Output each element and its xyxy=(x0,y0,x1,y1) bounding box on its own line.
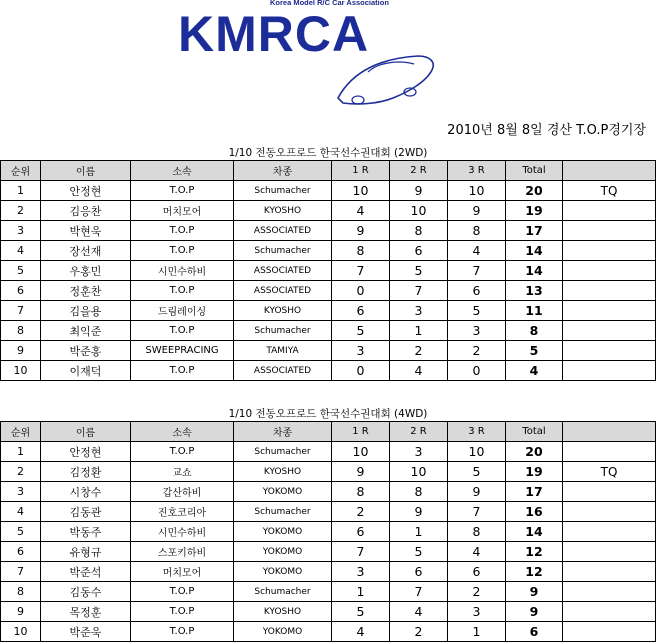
round2-cell: 5 xyxy=(390,261,448,281)
total-cell: 17 xyxy=(506,482,563,502)
total-cell: 5 xyxy=(506,341,563,361)
round3-cell: 8 xyxy=(448,221,506,241)
table-row xyxy=(1,562,656,582)
team-cell: T.O.P xyxy=(131,281,234,301)
rank-cell: 5 xyxy=(1,261,41,281)
table-row xyxy=(1,582,656,602)
round1-cell: 9 xyxy=(332,221,390,241)
column-header: 이름 xyxy=(41,422,131,442)
table-row xyxy=(1,341,656,361)
rank-cell: 3 xyxy=(1,482,41,502)
total-cell: 14 xyxy=(506,522,563,542)
rank-cell: 1 xyxy=(1,181,41,201)
name-cell: 박준석 xyxy=(41,562,131,582)
car-cell: Schumacher xyxy=(234,241,332,261)
table-row xyxy=(1,281,656,301)
kmrca-logo xyxy=(178,0,448,115)
column-header xyxy=(563,161,656,181)
round3-cell: 7 xyxy=(448,261,506,281)
team-cell: 드림레이싱 xyxy=(131,301,234,321)
table-row xyxy=(1,462,656,482)
column-header: 3 R xyxy=(448,422,506,442)
total-cell: 17 xyxy=(506,221,563,241)
rank-cell: 1 xyxy=(1,442,41,462)
logo-wordmark: KMRCA xyxy=(178,6,370,62)
column-header: 2 R xyxy=(390,161,448,181)
round3-cell: 6 xyxy=(448,562,506,582)
car-cell: KYOSHO xyxy=(234,602,332,622)
name-cell: 정훈찬 xyxy=(41,281,131,301)
round2-cell: 6 xyxy=(390,562,448,582)
round1-cell: 6 xyxy=(332,522,390,542)
column-header: Total xyxy=(506,422,563,442)
name-cell: 안정현 xyxy=(41,181,131,201)
table-row xyxy=(1,201,656,221)
note-cell xyxy=(563,241,656,261)
rank-cell: 2 xyxy=(1,462,41,482)
round3-cell: 2 xyxy=(448,582,506,602)
round2-cell: 7 xyxy=(390,281,448,301)
round2-cell: 10 xyxy=(390,462,448,482)
total-cell: 19 xyxy=(506,462,563,482)
note-cell: TQ xyxy=(563,462,656,482)
results-table-4wd xyxy=(0,421,656,642)
note-cell xyxy=(563,582,656,602)
car-cell: ASSOCIATED xyxy=(234,361,332,381)
round3-cell: 10 xyxy=(448,442,506,462)
column-header: 이름 xyxy=(41,161,131,181)
round3-cell: 3 xyxy=(448,321,506,341)
note-cell xyxy=(563,562,656,582)
total-cell: 20 xyxy=(506,442,563,462)
column-header: 3 R xyxy=(448,161,506,181)
round1-cell: 10 xyxy=(332,181,390,201)
note-cell xyxy=(563,261,656,281)
total-cell: 14 xyxy=(506,241,563,261)
car-cell: Schumacher xyxy=(234,582,332,602)
total-cell: 19 xyxy=(506,201,563,221)
column-header: 1 R xyxy=(332,161,390,181)
round1-cell: 7 xyxy=(332,261,390,281)
rc-car-icon xyxy=(178,0,448,115)
rank-cell: 4 xyxy=(1,502,41,522)
column-header: 차종 xyxy=(234,422,332,442)
round2-cell: 3 xyxy=(390,442,448,462)
car-cell: KYOSHO xyxy=(234,301,332,321)
round1-cell: 2 xyxy=(332,502,390,522)
team-cell: 갑산하비 xyxy=(131,482,234,502)
round1-cell: 10 xyxy=(332,442,390,462)
round3-cell: 4 xyxy=(448,542,506,562)
name-cell: 박준홍 xyxy=(41,341,131,361)
round1-cell: 6 xyxy=(332,301,390,321)
round2-cell: 10 xyxy=(390,201,448,221)
car-cell: Schumacher xyxy=(234,442,332,462)
round2-cell: 9 xyxy=(390,502,448,522)
note-cell xyxy=(563,542,656,562)
car-cell: ASSOCIATED xyxy=(234,281,332,301)
table-row xyxy=(1,321,656,341)
round2-cell: 1 xyxy=(390,522,448,542)
team-cell: T.O.P xyxy=(131,221,234,241)
note-cell xyxy=(563,341,656,361)
table-row xyxy=(1,301,656,321)
total-cell: 9 xyxy=(506,602,563,622)
note-cell xyxy=(563,502,656,522)
table-row xyxy=(1,542,656,562)
name-cell: 안정현 xyxy=(41,442,131,462)
rank-cell: 2 xyxy=(1,201,41,221)
table-row xyxy=(1,181,656,201)
total-cell: 4 xyxy=(506,361,563,381)
team-cell: T.O.P xyxy=(131,582,234,602)
name-cell: 김정환 xyxy=(41,462,131,482)
rank-cell: 9 xyxy=(1,341,41,361)
table-header-row xyxy=(1,422,656,442)
name-cell: 박현욱 xyxy=(41,221,131,241)
team-cell: T.O.P xyxy=(131,602,234,622)
round2-cell: 2 xyxy=(390,622,448,642)
column-header: 순위 xyxy=(1,422,41,442)
total-cell: 6 xyxy=(506,622,563,642)
team-cell: 시민수하비 xyxy=(131,261,234,281)
total-cell: 16 xyxy=(506,502,563,522)
rank-cell: 10 xyxy=(1,361,41,381)
column-header: 차종 xyxy=(234,161,332,181)
team-cell: 진호코리아 xyxy=(131,502,234,522)
name-cell: 박준욱 xyxy=(41,622,131,642)
total-cell: 8 xyxy=(506,321,563,341)
round3-cell: 3 xyxy=(448,602,506,622)
name-cell: 이재덕 xyxy=(41,361,131,381)
table-header-row xyxy=(1,161,656,181)
round1-cell: 3 xyxy=(332,562,390,582)
round1-cell: 0 xyxy=(332,281,390,301)
total-cell: 11 xyxy=(506,301,563,321)
round2-cell: 1 xyxy=(390,321,448,341)
name-cell: 장선재 xyxy=(41,241,131,261)
team-cell: T.O.P xyxy=(131,361,234,381)
name-cell: 박동주 xyxy=(41,522,131,542)
rank-cell: 7 xyxy=(1,301,41,321)
name-cell: 우홍민 xyxy=(41,261,131,281)
round2-cell: 4 xyxy=(390,361,448,381)
rank-cell: 10 xyxy=(1,622,41,642)
team-cell: 머치모어 xyxy=(131,562,234,582)
note-cell xyxy=(563,602,656,622)
round1-cell: 5 xyxy=(332,602,390,622)
round3-cell: 8 xyxy=(448,522,506,542)
column-header: Total xyxy=(506,161,563,181)
total-cell: 13 xyxy=(506,281,563,301)
column-header: 순위 xyxy=(1,161,41,181)
event-date-venue: 2010년 8월 8일 경산 T.O.P경기장 xyxy=(447,123,646,138)
round3-cell: 7 xyxy=(448,502,506,522)
table-caption-4wd: 1/10 전동오프로드 한국선수권대회 (4WD) xyxy=(228,408,428,420)
table-row xyxy=(1,221,656,241)
team-cell: SWEEPRACING xyxy=(131,341,234,361)
rank-cell: 9 xyxy=(1,602,41,622)
total-cell: 14 xyxy=(506,261,563,281)
name-cell: 유형규 xyxy=(41,542,131,562)
car-cell: YOKOMO xyxy=(234,562,332,582)
round3-cell: 9 xyxy=(448,482,506,502)
table-row xyxy=(1,602,656,622)
column-header: 1 R xyxy=(332,422,390,442)
round3-cell: 9 xyxy=(448,201,506,221)
team-cell: T.O.P xyxy=(131,181,234,201)
round3-cell: 6 xyxy=(448,281,506,301)
note-cell xyxy=(563,622,656,642)
round1-cell: 0 xyxy=(332,361,390,381)
car-cell: TAMIYA xyxy=(234,341,332,361)
car-cell: Schumacher xyxy=(234,321,332,341)
team-cell: 시민수하비 xyxy=(131,522,234,542)
note-cell xyxy=(563,281,656,301)
round3-cell: 4 xyxy=(448,241,506,261)
name-cell: 목정훈 xyxy=(41,602,131,622)
car-cell: KYOSHO xyxy=(234,201,332,221)
round2-cell: 4 xyxy=(390,602,448,622)
note-cell xyxy=(563,522,656,542)
name-cell: 김동수 xyxy=(41,582,131,602)
note-cell xyxy=(563,482,656,502)
car-cell: ASSOCIATED xyxy=(234,221,332,241)
rank-cell: 8 xyxy=(1,321,41,341)
round1-cell: 8 xyxy=(332,482,390,502)
name-cell: 김응찬 xyxy=(41,201,131,221)
table-row xyxy=(1,482,656,502)
rank-cell: 5 xyxy=(1,522,41,542)
round1-cell: 4 xyxy=(332,622,390,642)
team-cell: 교쇼 xyxy=(131,462,234,482)
name-cell: 시창수 xyxy=(41,482,131,502)
note-cell xyxy=(563,361,656,381)
car-cell: KYOSHO xyxy=(234,462,332,482)
round1-cell: 9 xyxy=(332,462,390,482)
rank-cell: 6 xyxy=(1,281,41,301)
total-cell: 9 xyxy=(506,582,563,602)
car-cell: ASSOCIATED xyxy=(234,261,332,281)
table-caption-2wd: 1/10 전동오프로드 한국선수권대회 (2WD) xyxy=(228,147,428,159)
column-header: 소속 xyxy=(131,422,234,442)
table-row xyxy=(1,522,656,542)
round1-cell: 8 xyxy=(332,241,390,261)
car-cell: YOKOMO xyxy=(234,522,332,542)
round2-cell: 7 xyxy=(390,582,448,602)
total-cell: 12 xyxy=(506,562,563,582)
car-cell: YOKOMO xyxy=(234,622,332,642)
column-header xyxy=(563,422,656,442)
team-cell: 스포키하비 xyxy=(131,542,234,562)
round1-cell: 4 xyxy=(332,201,390,221)
note-cell xyxy=(563,442,656,462)
round2-cell: 9 xyxy=(390,181,448,201)
round1-cell: 3 xyxy=(332,341,390,361)
note-cell xyxy=(563,201,656,221)
note-cell xyxy=(563,321,656,341)
team-cell: T.O.P xyxy=(131,241,234,261)
round1-cell: 5 xyxy=(332,321,390,341)
round3-cell: 1 xyxy=(448,622,506,642)
round1-cell: 7 xyxy=(332,542,390,562)
round3-cell: 10 xyxy=(448,181,506,201)
logo-tagline: Korea Model R/C Car Association xyxy=(270,0,389,7)
note-cell xyxy=(563,301,656,321)
round2-cell: 2 xyxy=(390,341,448,361)
team-cell: T.O.P xyxy=(131,321,234,341)
rank-cell: 6 xyxy=(1,542,41,562)
round2-cell: 8 xyxy=(390,482,448,502)
table-row xyxy=(1,622,656,642)
table-row xyxy=(1,241,656,261)
column-header: 소속 xyxy=(131,161,234,181)
car-cell: YOKOMO xyxy=(234,542,332,562)
table-row xyxy=(1,442,656,462)
rank-cell: 8 xyxy=(1,582,41,602)
rank-cell: 4 xyxy=(1,241,41,261)
round3-cell: 0 xyxy=(448,361,506,381)
car-cell: Schumacher xyxy=(234,181,332,201)
name-cell: 김을용 xyxy=(41,301,131,321)
round3-cell: 2 xyxy=(448,341,506,361)
table-row xyxy=(1,361,656,381)
results-table-2wd xyxy=(0,160,656,381)
round2-cell: 5 xyxy=(390,542,448,562)
total-cell: 12 xyxy=(506,542,563,562)
round2-cell: 6 xyxy=(390,241,448,261)
car-cell: YOKOMO xyxy=(234,482,332,502)
total-cell: 20 xyxy=(506,181,563,201)
note-cell: TQ xyxy=(563,181,656,201)
table-row xyxy=(1,502,656,522)
table-row xyxy=(1,261,656,281)
team-cell: T.O.P xyxy=(131,622,234,642)
car-cell: Schumacher xyxy=(234,502,332,522)
column-header: 2 R xyxy=(390,422,448,442)
rank-cell: 7 xyxy=(1,562,41,582)
round2-cell: 3 xyxy=(390,301,448,321)
team-cell: 머치모어 xyxy=(131,201,234,221)
note-cell xyxy=(563,221,656,241)
rank-cell: 3 xyxy=(1,221,41,241)
name-cell: 김동관 xyxy=(41,502,131,522)
name-cell: 최익준 xyxy=(41,321,131,341)
round1-cell: 1 xyxy=(332,582,390,602)
round2-cell: 8 xyxy=(390,221,448,241)
round3-cell: 5 xyxy=(448,301,506,321)
team-cell: T.O.P xyxy=(131,442,234,462)
round3-cell: 5 xyxy=(448,462,506,482)
